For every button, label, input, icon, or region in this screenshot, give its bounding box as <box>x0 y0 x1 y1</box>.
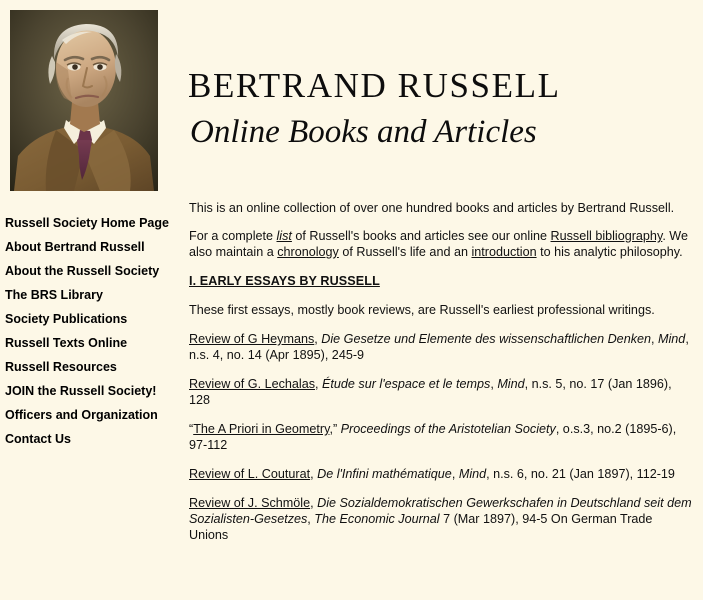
quote-close: ,” <box>329 422 341 436</box>
entry-journal-0: Mind <box>658 332 686 346</box>
sidebar-item-society-publications[interactable]: Society Publications <box>5 312 128 326</box>
sidebar-item-join-the-russell-society[interactable]: JOIN the Russell Society! <box>5 384 157 398</box>
entry-link-a-priori-in-geometry[interactable]: The A Priori in Geometry <box>193 422 330 436</box>
sidebar-item-russell-texts-online[interactable]: Russell Texts Online <box>5 336 128 350</box>
main-content <box>189 200 694 556</box>
entry-rest-0: , n.s. 4, no. 14 (Apr 1895), 245-9 <box>189 332 689 362</box>
intro-text-b: of Russell's books and articles see our online <box>291 229 551 243</box>
entry-couturat <box>189 466 694 482</box>
entry-mid-4: , <box>307 512 315 526</box>
sidebar-item-about-the-russell-society[interactable]: About the Russell Society <box>5 264 160 278</box>
entry-sep-4: , <box>310 496 318 510</box>
entry-title-1: Étude sur l'espace et le temps <box>322 377 491 391</box>
entry-rest-2: , o.s.3, no.2 (1895-6), 97-112 <box>189 422 677 452</box>
link-chronology[interactable]: chronology <box>277 245 339 259</box>
sidebar-item-contact-us[interactable]: Contact Us <box>5 432 71 446</box>
sidebar-item-russell-society-home-page[interactable]: Russell Society Home Page <box>5 216 169 230</box>
intro-line-1: This is an online collection of over one hundred books and articles by Bertrand Russell. <box>189 201 675 215</box>
page-subtitle: Online Books and Articles <box>190 114 537 151</box>
masthead <box>188 66 688 153</box>
entry-link-lechalas[interactable]: Review of G. Lechalas <box>189 377 315 391</box>
quote-open: “ <box>189 422 194 436</box>
link-list[interactable]: list <box>276 229 292 243</box>
intro-text-e: to his analytic philosophy. <box>536 245 683 259</box>
sidebar-item-the-brs-library[interactable]: The BRS Library <box>5 288 103 302</box>
link-introduction[interactable]: introduction <box>471 245 537 259</box>
sidebar-navigation <box>5 217 180 457</box>
intro-paragraph-2 <box>189 228 694 260</box>
sidebar-item-officers-and-organization[interactable]: Officers and Organization <box>5 408 158 422</box>
sidebar-item-about-bertrand-russell[interactable]: About Bertrand Russell <box>5 240 145 254</box>
intro-text-d: of Russell's life and an <box>338 245 472 259</box>
entry-link-schmole[interactable]: Review of J. Schmöle <box>189 496 311 510</box>
entry-journal-1: Mind <box>497 377 525 391</box>
entry-lechalas <box>189 376 694 408</box>
entry-rest-1: , n.s. 5, no. 17 (Jan 1896), 128 <box>189 377 672 407</box>
entry-sep-1: , <box>315 377 322 391</box>
section-heading-early-essays: I. EARLY ESSAYS BY RUSSELL <box>189 274 380 288</box>
entry-title-3: De l'Infini mathématique <box>317 467 452 481</box>
entry-sep-0: , <box>314 332 322 346</box>
entry-title-4: Die Sozialdemokratischen Gewerkschafen in Deutschland seit dem Sozialisten-Gesetzes <box>189 496 692 526</box>
portrait-image <box>10 10 158 191</box>
entry-journal-3: Mind <box>458 467 487 481</box>
sidebar-item-russell-resources[interactable]: Russell Resources <box>5 360 117 374</box>
entry-mid-1: , <box>490 377 498 391</box>
entry-link-couturat[interactable]: Review of L. Couturat <box>189 467 311 481</box>
entry-link-heymans[interactable]: Review of G Heymans <box>189 332 315 346</box>
intro-text-a: For a complete <box>189 229 277 243</box>
intro-paragraph-1 <box>189 200 694 216</box>
entry-mid-0: , <box>651 332 659 346</box>
entry-title-2: Proceedings of the Aristotelian Society <box>340 422 556 436</box>
entry-journal-4: The Economic Journal <box>314 512 440 526</box>
intro-text-c: . We also maintain a <box>189 229 688 259</box>
page-title: BERTRAND RUSSELL <box>188 66 561 105</box>
entry-rest-3: , n.s. 6, no. 21 (Jan 1897), 112-19 <box>486 467 675 481</box>
section-blurb: These first essays, mostly book reviews, are Russell's earliest professional writings. <box>189 303 655 317</box>
entry-mid-3: , <box>451 467 459 481</box>
portrait-illustration <box>10 10 158 191</box>
entry-title-0: Die Gesetze und Elemente des wissenschaftlichen Denken <box>321 332 652 346</box>
entry-schmole <box>189 495 694 543</box>
entry-heymans <box>189 331 694 363</box>
entry-sep-3: , <box>310 467 318 481</box>
entry-rest-4: 7 (Mar 1897), 94-5 On German Trade Unions <box>189 512 653 542</box>
link-russell-bibliography[interactable]: Russell bibliography <box>550 229 663 243</box>
entry-a-priori-in-geometry <box>189 421 694 453</box>
